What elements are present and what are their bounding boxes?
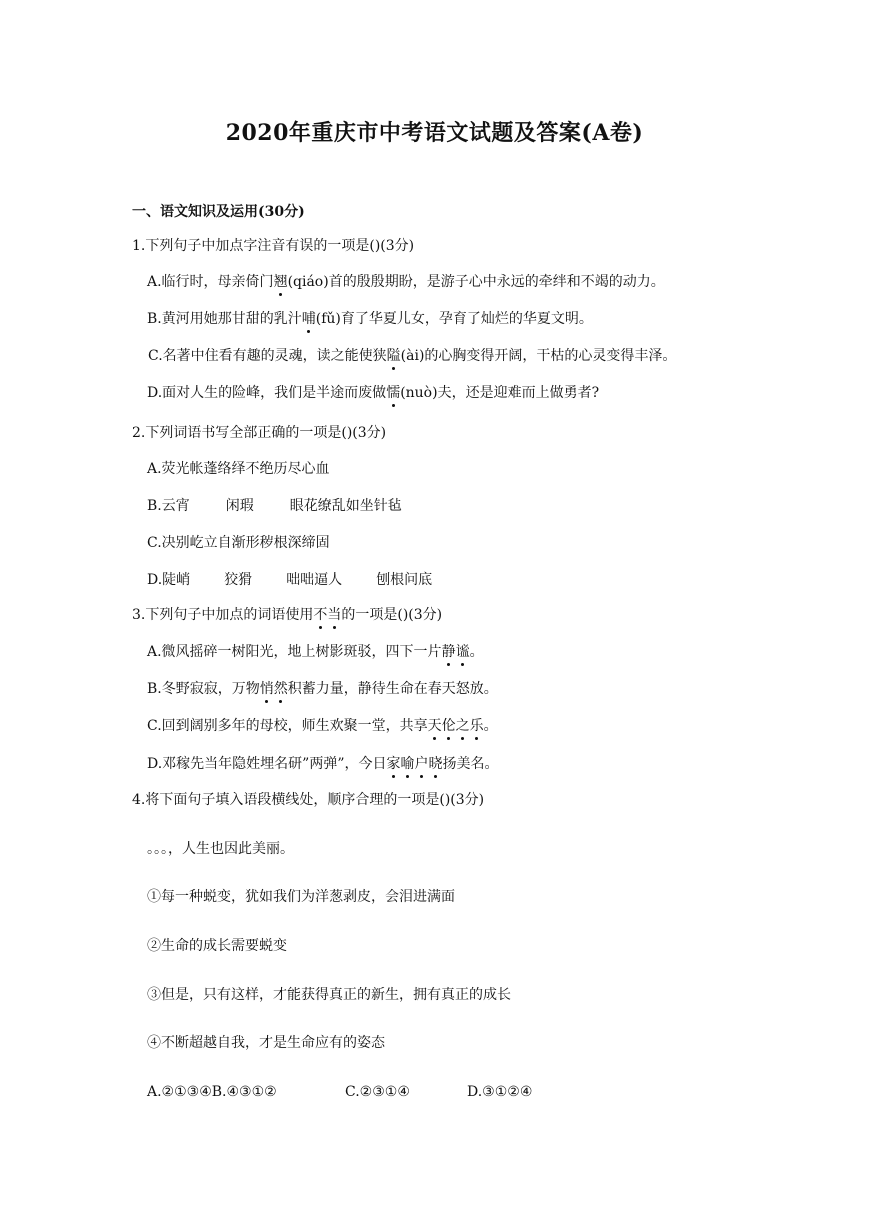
- question-1-option-a: A.临行时，母亲倚门翘(qiáo)首的殷殷期盼，是游子心中永远的牵绊和不竭的动力。: [147, 274, 665, 290]
- section-heading: 一、语文知识及运用(30分): [132, 204, 305, 220]
- document-title: 2020年重庆市中考语文试题及答案(A卷): [225, 120, 644, 146]
- emphasis-char: 伦: [441, 718, 456, 734]
- question-2-stem: 2.下列词语书写全部正确的一项是()(3分): [132, 425, 387, 441]
- emphasis-char: 哺: [301, 311, 316, 327]
- question-3-option-b: B.冬野寂寂，万物悄然积蓄力量，静待生命在春天怒放。: [147, 681, 498, 697]
- emphasis-char: 懦: [386, 385, 401, 401]
- question-2-option-c: C.决别屹立自渐形秽根深缔固: [147, 535, 330, 551]
- question-1-option-d: D.面对人生的险峰，我们是半途而废做懦(nuò)夫，还是迎难而上做勇者?: [147, 385, 600, 401]
- question-3-option-c: C.回到阔别多年的母校，师生欢聚一堂，共享天伦之乐。: [147, 718, 498, 734]
- emphasis-char: 晓: [428, 756, 443, 772]
- emphasis-char: 户: [414, 756, 429, 772]
- question-1-option-c: C.名著中住看有趣的灵魂，读之能使狭隘(ài)的心胸变得开阔，干枯的心灵变得丰泽。: [148, 348, 677, 364]
- question-4-sentence-3: ③但是，只有这样，才能获得真正的新生，拥有真正的成长: [147, 987, 511, 1003]
- emphasis-char: 不: [313, 607, 328, 623]
- question-4-sentence-4: ④不断超越自我，才是生命应有的姿态: [147, 1035, 385, 1051]
- emphasis-char: 隘: [386, 348, 401, 364]
- emphasis-char: 家: [386, 756, 401, 772]
- question-3-option-a: A.微风摇碎一树阳光，地上树影斑驳，四下一片静谧。: [147, 644, 484, 660]
- question-3-option-d: D.邓稼先当年隐姓埋名研”两弹”，今日家喻户晓扬美名。: [147, 756, 499, 772]
- emphasis-char: 然: [273, 681, 288, 697]
- emphasis-char: 之: [455, 718, 470, 734]
- emphasis-char: 悄: [259, 681, 274, 697]
- question-4-option-d: D.③①②④: [467, 1084, 533, 1100]
- question-4-stem: 4.将下面句子填入语段横线处，顺序合理的一项是()(3分): [132, 792, 485, 808]
- emphasis-char: 当: [327, 607, 342, 623]
- question-2-option-b: B.云宵 闲瑕 眼花缭乱如坐针毡: [147, 498, 402, 514]
- question-4-options-ab: A.②①③④B.④③①②: [147, 1084, 277, 1100]
- emphasis-char: 喻: [400, 756, 415, 772]
- question-4-sentence-1: ①每一种蜕变，犹如我们为洋葱剥皮，会泪进满面: [147, 889, 455, 905]
- question-4-passage: 。。。，人生也因此美丽。: [147, 841, 294, 857]
- question-1-stem: 1.下列句子中加点字注音有误的一项是()(3分): [132, 238, 415, 254]
- emphasis-char: 乐: [469, 718, 484, 734]
- emphasis-char: 静: [441, 644, 456, 660]
- question-4-option-c: C.②③①④: [345, 1084, 410, 1100]
- emphasis-char: 翘: [273, 274, 288, 290]
- emphasis-char: 天: [427, 718, 442, 734]
- question-2-option-d: D.陡峭 狡猾 咄咄逼人 刨根问底: [147, 572, 433, 588]
- question-4-sentence-2: ②生命的成长需要蜕变: [147, 938, 287, 954]
- emphasis-char: 谧: [455, 644, 470, 660]
- question-1-option-b: B.黄河用她那甘甜的乳汁哺(fǔ)育了华夏儿女，孕育了灿烂的华夏文明。: [147, 311, 593, 327]
- question-3-stem: 3.下列句子中加点的词语使用不当的一项是()(3分): [132, 607, 443, 623]
- question-2-option-a: A.荧光帐蓬络绎不绝历尽心血: [147, 461, 330, 477]
